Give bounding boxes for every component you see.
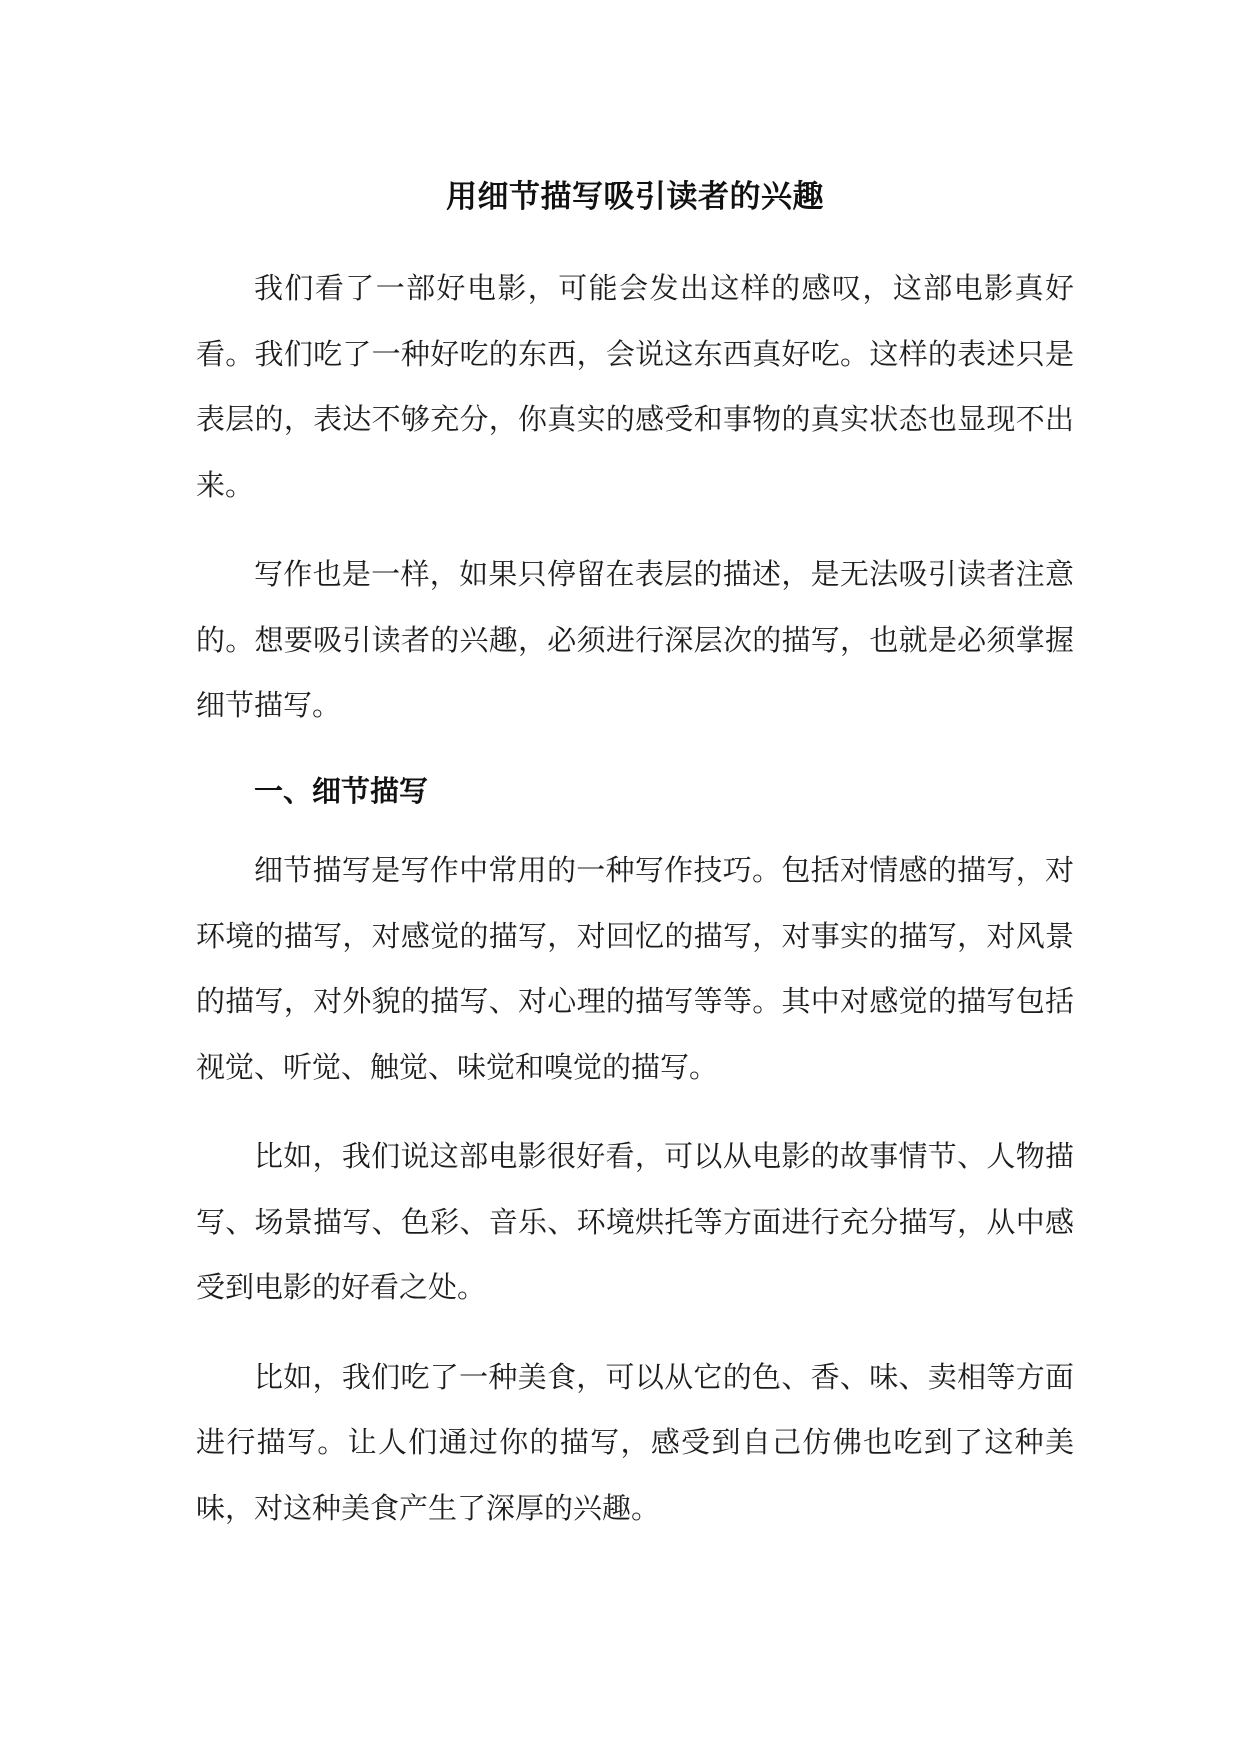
paragraph-movie-example: 比如，我们说这部电影很好看，可以从电影的故事情节、人物描写、场景描写、色彩、音乐、环境烘托等方面进行充分描写，从中感受到电影的好看之处。 [196,1139,1074,1304]
document-title: 用细节描写吸引读者的兴趣 [446,179,824,215]
paragraph-food-example: 比如，我们吃了一种美食，可以从它的色、香、味、卖相等方面进行描写。让人们通过你的描写，感受到自己仿佛也吃到了这种美味，对这种美食产生了深厚的兴趣。 [196,1359,1074,1525]
paragraph-detail-types: 细节描写是写作中常用的一种写作技巧。包括对情感的描写，对环境的描写，对感觉的描写，对回忆的描写，对事实的描写，对风景的描写，对外貌的描写、对心理的描写等等。其中对感觉的描写包括视觉、听觉、触觉、味觉和嗅觉的描写。 [196,853,1074,1084]
section-heading-detail-description: 一、细节描写 [254,773,429,808]
paragraph-writing-depth: 写作也是一样，如果只停留在表层的描述，是无法吸引读者注意的。想要吸引读者的兴趣，必须进行深层次的描写，也就是必须掌握细节描写。 [196,557,1074,722]
paragraph-intro-movie-food: 我们看了一部好电影，可能会发出这样的感叹，这部电影真好看。我们吃了一种好吃的东西，会说这东西真好吃。这样的表述只是表层的，表达不够充分，你真实的感受和事物的真实状态也显现不出来。 [196,271,1074,502]
document-page [196,170,1074,1541]
